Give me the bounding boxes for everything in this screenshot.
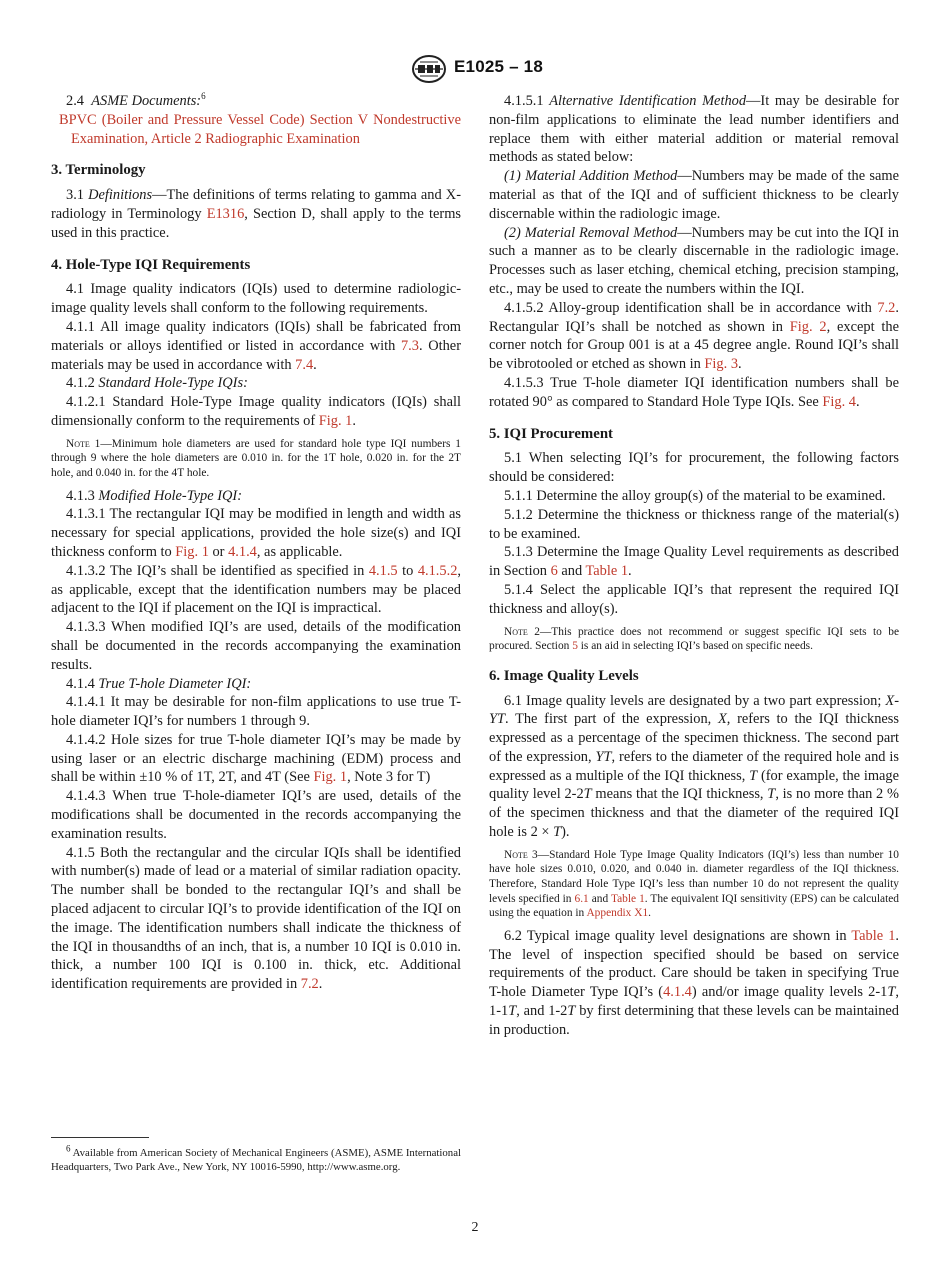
footnote-6: $^6$ Available from American Society of Mechanical Engineers (ASME), ASME International Headquarters, Two Park Ave., New York, NY 10016-5990, http://www.asme.org. — [51, 1143, 461, 1174]
para-5-1-3: 5.1.3 Determine the Image Quality Level requirements as described in Section 6 and Table 1. — [489, 544, 899, 580]
link-6-1[interactable]: 6.1 — [574, 892, 589, 905]
para-4-1-3-3: 4.1.3.3 When modified IQI’s are used, details of the modification shall be documented in the records accompanying the examination results. — [51, 619, 461, 673]
link-4-1-4[interactable]: 4.1.4 — [663, 984, 692, 1001]
para-5-1-1: 5.1.1 Determine the alloy group(s) of the material to be examined. — [504, 487, 886, 504]
para-4-1-4: 4.1.4 True T-hole Diameter IQI: — [66, 675, 252, 692]
para-material-removal: (2) Material Removal Method—Numbers may be cut into the IQI in such a manner as to be clearly discernable in the radiologic image. Processes such as laser etching, chemical etching, precision stamping, etc., may be used to create the numbers within the IQI. — [489, 224, 899, 297]
footnote-divider — [51, 1137, 149, 1138]
para-4-1-5-3: 4.1.5.3 True T-hole diameter IQI identification numbers shall be rotated 90° as compared to Standard Hole Type IQIs. See Fig. 4. — [489, 374, 899, 410]
link-fig-1[interactable]: Fig. 1 — [175, 543, 209, 560]
link-e1316[interactable]: E1316 — [206, 205, 245, 222]
para-4-1-3: 4.1.3 Modified Hole-Type IQI: — [66, 487, 242, 504]
link-section-5[interactable]: 5 — [572, 640, 578, 653]
link-fig-4[interactable]: Fig. 4 — [822, 393, 856, 410]
link-section-6[interactable]: 6 — [550, 563, 558, 580]
link-fig-1[interactable]: Fig. 1 — [313, 769, 348, 786]
link-table-1[interactable]: Table 1 — [851, 927, 896, 944]
link-fig-1[interactable]: Fig. 1 — [318, 412, 353, 429]
note-1: Note 1—Minimum hole diameters are used for standard hole type IQI numbers 1 through 9 where the hole diameters are 0.010 in. for the 1T hole, 0.020 in. for the 2T hole, and 0.040 in. for the 4T hole. — [51, 437, 461, 479]
heading-hole-type-iqi: 4. Hole-Type IQI Requirements — [51, 256, 251, 273]
para-5-1-4: 5.1.4 Select the applicable IQI’s that represent the required IQI thickness and alloy(s). — [489, 581, 899, 617]
bpvc-reference-link[interactable]: BPVC (Boiler and Pressure Vessel Code) Section V Nondestructive Examination, Article 2 Radiographic Examination — [59, 111, 461, 147]
para-4-1-3-2: 4.1.3.2 The IQI’s shall be identified as specified in 4.1.5 to 4.1.5.2, as applicable, except that the identification numbers may be placed adjacent to the IQI if placement on the IQI is impractical. — [51, 562, 461, 617]
link-appendix-x1[interactable]: Appendix X1 — [586, 907, 649, 920]
link-7-2[interactable]: 7.2 — [877, 299, 896, 316]
left-column — [51, 92, 461, 994]
link-7-3[interactable]: 7.3 — [400, 337, 419, 354]
note-2: Note 2—This practice does not recommend or suggest specific IQI sets to be procured. Section 5 is an aid in selecting IQI’s based on specific needs. — [489, 625, 899, 653]
document-id: E1025 – 18 — [454, 57, 543, 76]
para-5-1: 5.1 When selecting IQI’s for procurement, the following factors should be considered: — [489, 450, 899, 486]
link-4-1-5[interactable]: 4.1.5 — [368, 562, 398, 579]
para-6-2: 6.2 Typical image quality level designations are shown in Table 1. The level of inspection specified should be based on service requirements of the product. Care should be taken in specifying True T-hole Diameter Type IQI’s (4.1.4) and/or image quality levels 2-1T, 1-1T, and 1-2T by first determining that these levels can be maintained in production. — [489, 927, 899, 1038]
para-4-1-5: 4.1.5 Both the rectangular and the circular IQIs shall be identified with number(s) made of lead or a material of similar radiation opacity. The number shall be bonded to the rectangular IQI’s and shall be placed adjacent to circular IQI’s to provide identification of the IQI on the image. The identification numbers shall indicate the thickness of the IQI in thousandths of an inch, that is, a number 10 IQI is 0.010 in. thick, a number 100 IQI is 0.100 in. thick, etc. Additional identification requirements are provided in 7.2. — [51, 844, 461, 993]
para-4-1-4-3: 4.1.4.3 When true T-hole-diameter IQI’s are used, details of the modifications shall be documented in the records accompanying the examination results. — [51, 788, 461, 842]
page-header — [0, 54, 950, 84]
heading-terminology: 3. Terminology — [51, 162, 146, 179]
para-4-1-3-1: 4.1.3.1 The rectangular IQI may be modified in length and width as necessary for special applications, provided the hole size(s) and IQI thickness conform to Fig. 1 or 4.1.4, as applicable. — [51, 506, 461, 560]
note-3: Note 3—Standard Hole Type Image Quality Indicators (IQI’s) less than number 10 have hole sizes 0.010, 0.020, and 0.040 in. diameter regardless of the IQI thickness. Therefore, Standard Hole Type IQI’s less than number 10 do not represent the quality levels specified in 6.1 and Table 1. The equivalent IQI sensitivity (EPS) can be calculated using the equation in Appendix X1. — [489, 848, 900, 920]
link-fig-3[interactable]: Fig. 3 — [704, 356, 739, 373]
para-4-1-5-2: 4.1.5.2 Alloy-group identification shall be in accordance with 7.2. Rectangular IQI’s shall be notched as shown in Fig. 2, except the corner notch for Group 001 is at a 45 degree angle. Round IQI’s shall be vibrotooled or etched as shown in Fig. 3. — [489, 299, 899, 373]
astm-logo-icon — [409, 54, 449, 84]
link-table-1[interactable]: Table 1 — [610, 892, 645, 905]
para-4-1-2: 4.1.2 Standard Hole-Type IQIs: — [66, 375, 248, 392]
para-material-addition: (1) Material Addition Method—Numbers may be made of the same material as that of the IQI and of sufficient thickness to be clearly discernable within the radiologic image. — [489, 168, 899, 222]
page-number: 2 — [471, 1220, 479, 1235]
para-4-1: 4.1 Image quality indicators (IQIs) used to determine radiologic-image quality levels shall conform to the following requirements. — [51, 281, 461, 317]
link-fig-2[interactable]: Fig. 2 — [789, 318, 827, 335]
para-5-1-2: 5.1.2 Determine the thickness or thickness range of the material(s) to be examined. — [489, 506, 899, 542]
heading-image-quality-levels: 6. Image Quality Levels — [489, 667, 639, 684]
para-6-1: 6.1 Image quality levels are designated by a two part expression; X-YT. The first part of the expression, X, refers to the IQI thickness expressed as a percentage of the specimen thickness. The second part of the expression, YT, refers to the diameter of the required hole and is expressed as a multiple of the IQI thickness, T (for example, the image quality level 2-2T means that the IQI thickness, T, is no more than 2 % of the specimen thickness and that the diameter of the required IQI hole is 2 × T). — [489, 692, 900, 841]
para-3-1: 3.1 Definitions—The definitions of terms relating to gamma and X-radiology in Terminology E1316, Section D, shall apply to the terms used in this practice. — [51, 187, 461, 241]
right-column — [489, 92, 899, 1040]
para-4-1-5-1: 4.1.5.1 Alternative Identification Method—It may be desirable for non-film applications to eliminate the lead number identifiers and replace them with either material addition or material removal methods as stated below: — [489, 93, 899, 166]
link-table-1[interactable]: Table 1 — [585, 563, 629, 580]
link-4-1-5-2[interactable]: 4.1.5.2 — [417, 562, 458, 579]
link-7-2[interactable]: 7.2 — [300, 976, 319, 993]
heading-iqi-procurement: 5. IQI Procurement — [489, 425, 613, 442]
para-4-1-4-2: 4.1.4.2 Hole sizes for true T-hole diameter IQI’s may be made by using laser or an electric discharge machining (EDM) process and shall be within ±10 % of 1T, 2T, and 4T (See Fig. 1, Note 3 for T) — [51, 731, 461, 786]
link-7-4[interactable]: 7.4 — [295, 356, 314, 373]
link-4-1-4[interactable]: 4.1.4 — [228, 543, 257, 560]
para-4-1-4-1: 4.1.4.1 It may be desirable for non-film applications to use true T-hole diameter IQI’s for numbers 1 through 9. — [51, 694, 461, 730]
para-4-1-1: 4.1.1 All image quality indicators (IQIs) shall be fabricated from materials or alloys identified or listed in accordance with 7.3. Other materials may be used in accordance with 7.4. — [51, 318, 461, 373]
para-4-1-2-1: 4.1.2.1 Standard Hole-Type Image quality indicators (IQIs) shall dimensionally conform to the requirements of Fig. 1. — [51, 394, 461, 429]
section-2-4: 2.4 ASME Documents:$^6$ — [66, 91, 206, 109]
